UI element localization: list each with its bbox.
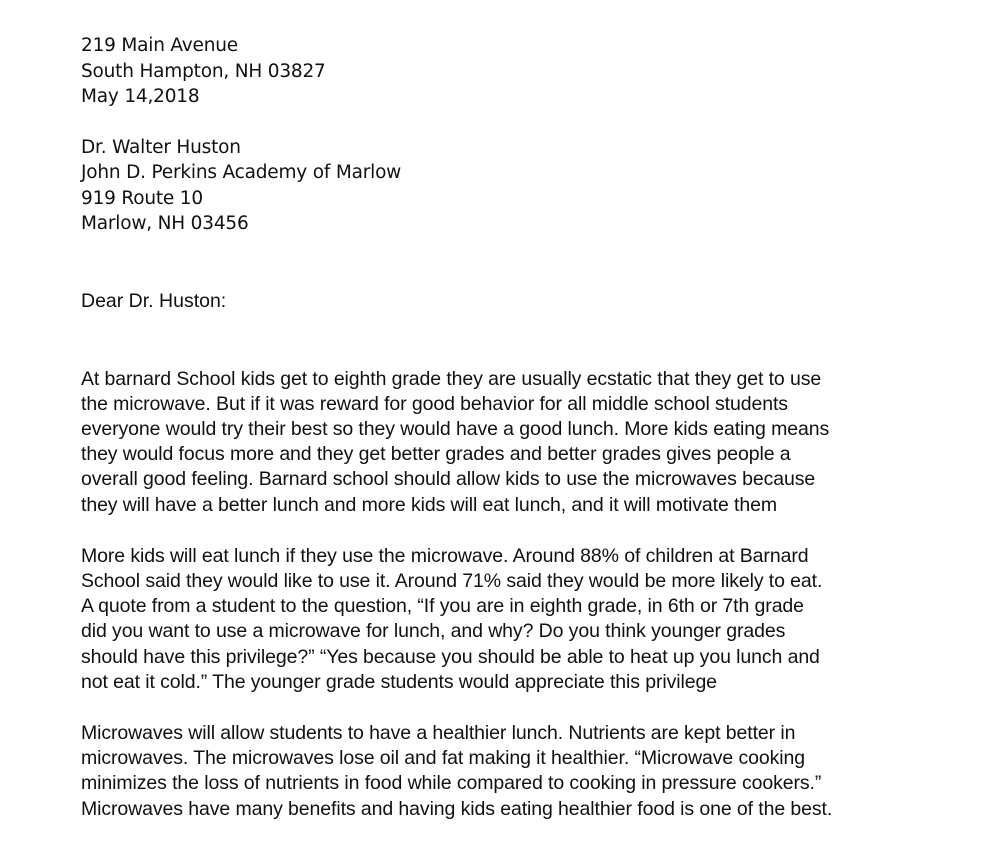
recipient-city-state-zip: Marlow, NH 03456 [81, 213, 249, 234]
recipient-street: 919 Route 10 [81, 187, 203, 209]
paragraph-line: not eat it cold.” The younger grade students would appreciate this privilege [81, 670, 717, 693]
letter-page [81, 33, 981, 822]
paragraph-line: overall good feeling. Barnard school should allow kids to use the microwaves because [81, 468, 816, 491]
recipient-organization: John D. Perkins Academy of Marlow [81, 162, 402, 183]
paragraph-line: the microwave. But if it was reward for good behavior for all middle school students [81, 392, 788, 415]
paragraph-line: microwaves. The microwaves lose oil and fat making it healthier. “Microwave cooking [81, 747, 805, 770]
sender-address-block [81, 33, 981, 110]
body-paragraph-1 [81, 367, 981, 518]
salutation: Dear Dr. Huston: [81, 289, 227, 312]
paragraph-line: they will have a better lunch and more kids will eat lunch, and it will motivate them [81, 493, 778, 516]
recipient-name: Dr. Walter Huston [81, 136, 241, 158]
paragraph-line: should have this privilege?” “Yes because you should be able to heat up you lunch and [81, 645, 820, 668]
paragraph-line: did you want to use a microwave for lunch, and why? Do you think younger grades [81, 620, 786, 643]
sender-city-state-zip: South Hampton, NH 03827 [81, 60, 326, 82]
sender-street: 219 Main Avenue [81, 35, 238, 56]
paragraph-line: minimizes the loss of nutrients in food while compared to cooking in pressure cookers.” [81, 772, 822, 795]
paragraph-line: At barnard School kids get to eighth grade they are usually ecstatic that they get to use [81, 367, 822, 390]
letter-date: May 14,2018 [81, 86, 200, 107]
paragraph-line: Microwaves have many benefits and having kids eating healthier food is one of the best. [81, 797, 833, 820]
paragraph-line: Microwaves will allow students to have a healthier lunch. Nutrients are kept better in [81, 721, 796, 744]
paragraph-line: they would focus more and they get better grades and better grades gives people a [81, 443, 791, 466]
body-paragraph-2 [81, 544, 981, 695]
paragraph-line: everyone would try their best so they would have a good lunch. More kids eating means [81, 417, 830, 440]
paragraph-line: More kids will eat lunch if they use the microwave. Around 88% of children at Barnard [81, 544, 809, 567]
body-paragraph-3 [81, 721, 981, 822]
recipient-address-block [81, 135, 981, 237]
paragraph-line: A quote from a student to the question, “If you are in eighth grade, in 6th or 7th grade [81, 595, 804, 618]
paragraph-line: School said they would like to use it. Around 71% said they would be more likely to eat. [81, 569, 823, 592]
